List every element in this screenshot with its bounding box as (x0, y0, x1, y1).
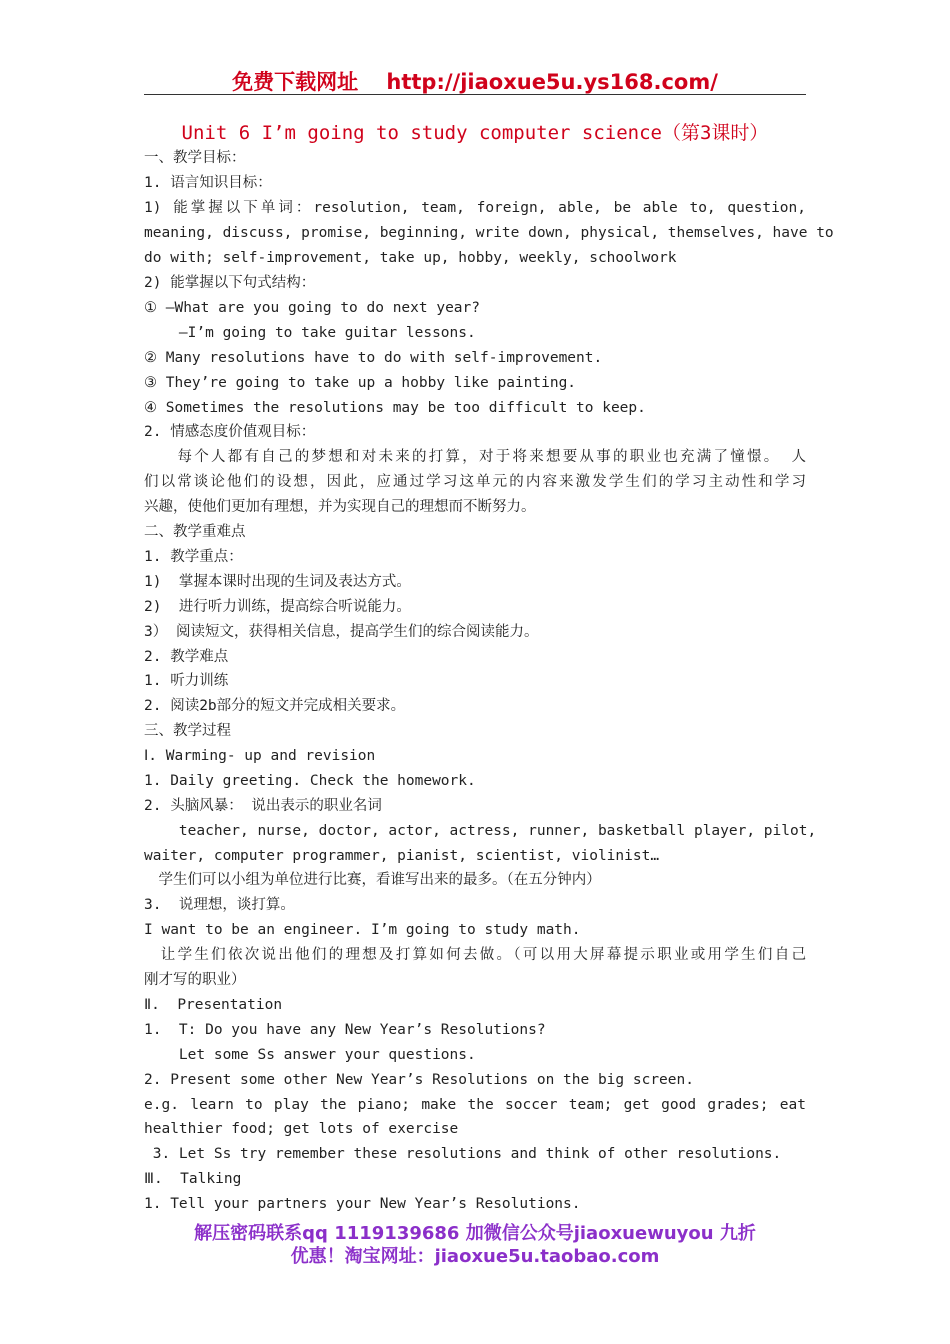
text-line: ④ Sometimes the resolutions may be too difficult to keep. (144, 400, 646, 416)
text-line: 3. Let Ss try remember these resolutions and think of other resolutions. (144, 1146, 782, 1162)
text-line: 兴趣，使他们更加有理想，并为实现自己的理想而不断努力。 (144, 499, 536, 515)
text-line: meaning, discuss, promise, beginning, write down, physical, themselves, have to (144, 225, 834, 241)
text-line: Ⅰ. Warming- up and revision (144, 748, 376, 764)
page-title: Unit 6 I’m going to study computer science（第3课时） (181, 122, 769, 144)
section-heading: Ⅲ. Talking (144, 1171, 242, 1187)
text-line: Let some Ss answer your questions. (144, 1047, 476, 1063)
text-line: 1) 能掌握以下单词：resolution, team, foreign, able, be able to, question, (144, 200, 806, 216)
section-heading: 二、教学重难点 (144, 524, 246, 540)
text-line: 1. Daily greeting. Check the homework. (144, 773, 476, 789)
text-line: 2. 头脑风暴： 说出表示的职业名词 (144, 798, 382, 814)
text-line: 3） 阅读短文，获得相关信息，提高学生们的综合阅读能力。 (144, 624, 539, 640)
text-line: 刚才写的职业） (144, 972, 246, 988)
text-line: 2. 情感态度价值观目标： (144, 424, 316, 440)
text-line: —I’m going to take guitar lessons. (144, 325, 476, 341)
text-line: I want to be an engineer. I’m going to study math. (144, 922, 581, 938)
text-line: 2. 阅读2b部分的短文并完成相关要求。 (144, 698, 406, 714)
text-line: do with; self-improvement, take up, hobby, weekly, schoolwork (144, 250, 677, 266)
header-url-banner: 免费下载网址 http://jiaoxue5u.ys168.com/ (232, 70, 718, 94)
text-line: 1. 教学重点： (144, 549, 243, 565)
text-line: 2. Present some other New Year’s Resolutions on the big screen. (144, 1072, 694, 1088)
text-line: 1. Tell your partners your New Year’s Resolutions. (144, 1196, 581, 1212)
text-line: 1. 语言知识目标： (144, 175, 272, 191)
text-line: ③ They’re going to take up a hobby like painting. (144, 375, 577, 391)
text-line: 让学生们依次说出他们的理想及打算如何去做。（可以用大屏幕提示职业或用学生们自己 (144, 947, 806, 963)
text-line: ② Many resolutions have to do with self-improvement. (144, 350, 603, 366)
section-heading: 一、教学目标： (144, 150, 246, 166)
text-line: 们以常谈论他们的设想，因此，应通过学习这单元的内容来激发学生们的学习主动性和学习 (144, 474, 806, 490)
text-line: 2. 教学难点 (144, 649, 229, 665)
text-line: teacher, nurse, doctor, actor, actress, runner, basketball player, pilot, (144, 823, 817, 839)
text-line: 1) 掌握本课时出现的生词及表达方式。 (144, 574, 411, 590)
footer-shop-line: 优惠！淘宝网址：jiaoxue5u.taobao.com (290, 1246, 660, 1267)
section-heading: 三、教学过程 (144, 723, 231, 739)
text-line: 1. 听力训练 (144, 673, 229, 689)
text-line: 2) 进行听力训练，提高综合听说能力。 (144, 599, 411, 615)
text-line: healthier food; get lots of exercise (144, 1121, 459, 1137)
text-line: 1. T: Do you have any New Year’s Resolutions? (144, 1022, 546, 1038)
text-line: e.g. learn to play the piano; make the soccer team; get good grades; eat (144, 1097, 806, 1113)
text-line: 学生们可以小组为单位进行比赛，看谁写出来的最多。（在五分钟内） (144, 872, 601, 888)
text-line: 2) 能掌握以下句式结构： (144, 275, 316, 291)
text-line: waiter, computer programmer, pianist, scientist, violinist… (144, 848, 660, 864)
text-line: 3. 说理想，谈打算。 (144, 897, 295, 913)
text-line: 每个人都有自己的梦想和对未来的打算，对于将来想要从事的职业也充满了憧憬。 人 (144, 449, 806, 465)
text-line: ① —What are you going to do next year? (144, 300, 480, 316)
header-divider (144, 94, 806, 95)
footer-contact-line: 解压密码联系qq 1119139686 加微信公众号jiaoxuewuyou 九折 (194, 1223, 756, 1244)
section-heading: Ⅱ. Presentation (144, 997, 283, 1013)
